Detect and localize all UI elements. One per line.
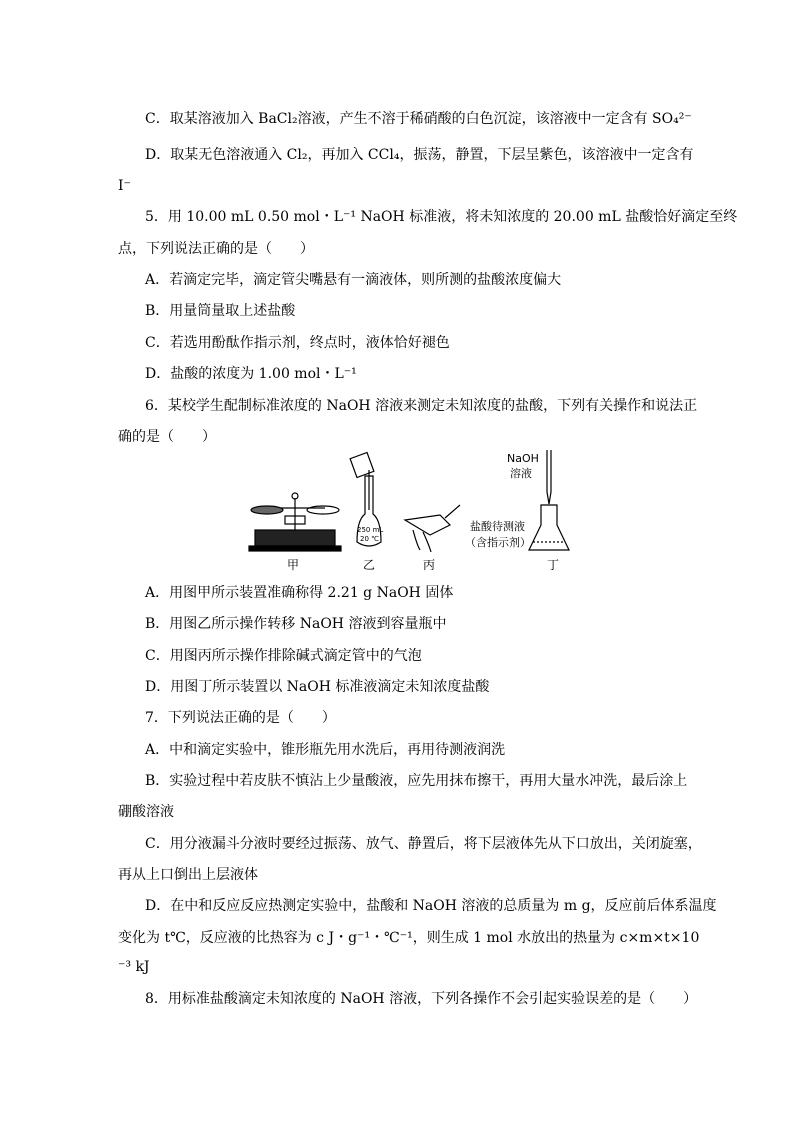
label-jia: 甲: [287, 558, 300, 572]
question-5-cont: 点，下列说法正确的是（ ）: [118, 241, 314, 257]
option-b-q6: B．用图乙所示操作转移 NaOH 溶液到容量瓶中: [145, 616, 447, 632]
label-yi: 乙: [363, 558, 376, 572]
option-a-q5: A．若滴定完毕，滴定管尖嘴悬有一滴液体，则所测的盐酸浓度偏大: [145, 272, 562, 288]
naoh-solution-label: 溶液: [510, 467, 532, 480]
option-a-q7: A．中和滴定实验中，锥形瓶先用水洗后，再用待测液润洗: [145, 742, 506, 758]
question-7: 7．下列说法正确的是（ ）: [145, 710, 336, 726]
hcl-label: 盐酸待测液: [470, 520, 525, 533]
option-c-q7-cont: 再从上口倒出上层液体: [118, 867, 258, 883]
label-ding: 丁: [547, 558, 560, 572]
option-c-q6: C．用图丙所示操作排除碱式滴定管中的气泡: [145, 648, 422, 664]
option-b-q7-cont: 硼酸溶液: [118, 804, 174, 820]
option-b-q7: B．实验过程中若皮肤不慎沾上少量酸液，应先用抹布擦干，再用大量水冲洗，最后涂上: [145, 773, 688, 789]
option-c-q5: C．若选用酚酞作指示剂，终点时，液体恰好褪色: [145, 335, 450, 351]
option-a-q6: A．用图甲所示装置准确称得 2.21 g NaOH 固体: [145, 585, 454, 601]
question-8: 8．用标准盐酸滴定未知浓度的 NaOH 溶液，下列各操作不会引起实验误差的是（ ）: [145, 991, 698, 1007]
option-d-q7: D．在中和反应反应热测定实验中，盐酸和 NaOH 溶液的总质量为 m g，反应前后体系温度: [145, 898, 717, 914]
option-d-q5: D．盐酸的浓度为 1.00 mol・L⁻¹: [145, 366, 357, 382]
question-6: 6．某校学生配制标准浓度的 NaOH 溶液来测定未知浓度的盐酸，下列有关操作和说法正: [145, 398, 698, 414]
apparatus-figure: [245, 450, 575, 575]
naoh-label: NaOH: [507, 452, 539, 465]
option-d-q6: D．用图丁所示装置以 NaOH 标准液滴定未知浓度盐酸: [145, 679, 490, 695]
option-d-q4-cont: I⁻: [118, 178, 131, 194]
option-c-q7: C．用分液漏斗分液时要经过振荡、放气、静置后，将下层液体先从下口放出，关闭旋塞，: [145, 836, 702, 852]
option-d-q7-cont: 变化为 t℃，反应液的比热容为 c J・g⁻¹・℃⁻¹，则生成 1 mol 水放出的热量为 c×m×t×10: [118, 930, 700, 946]
label-bing: 丙: [423, 558, 436, 572]
option-d-q7-cont2: ⁻³ kJ: [118, 959, 150, 975]
flask-volume-label: 250 mL: [357, 526, 384, 534]
option-c-q4: C．取某溶液加入 BaCl₂溶液，产生不溶于稀硝酸的白色沉淀，该溶液中一定含有 SO₄²⁻: [145, 111, 692, 127]
indicator-label: （含指示剂）: [465, 536, 531, 549]
question-6-cont: 确的是（ ）: [118, 429, 216, 445]
flask-temp-label: 20 ℃: [360, 535, 379, 543]
option-d-q4: D．取某无色溶液通入 Cl₂，再加入 CCl₄，振荡，静置，下层呈紫色，该溶液中一定含有: [145, 147, 694, 163]
option-b-q5: B．用量筒量取上述盐酸: [145, 303, 296, 319]
question-5: 5．用 10.00 mL 0.50 mol・L⁻¹ NaOH 标准液，将未知浓度的 20.00 mL 盐酸恰好滴定至终: [145, 209, 738, 225]
